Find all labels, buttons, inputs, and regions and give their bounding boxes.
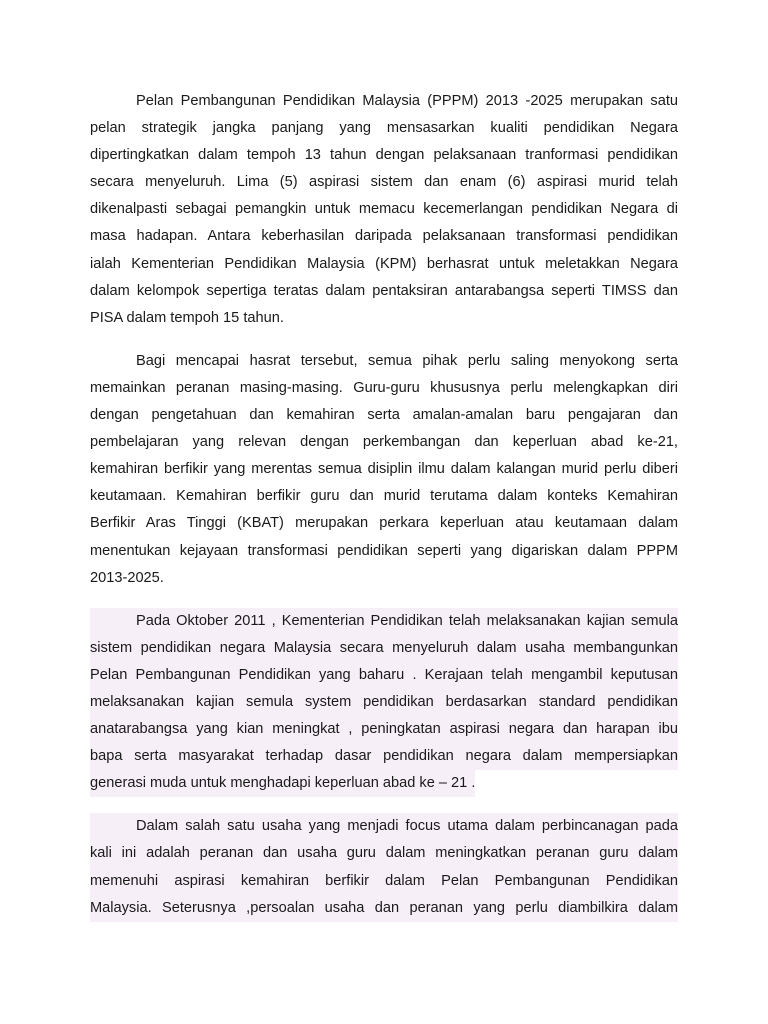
text-line: dipertingkatkan dalam tempoh 13 tahun dengan pelaksanaan tranformasi pendidikan <box>90 147 678 164</box>
text-line: Pelan Pembangunan Pendidikan yang baharu . Kerajaan telah mengambil keputusan <box>90 662 678 689</box>
text-line: Berfikir Aras Tinggi (KBAT) merupakan perkara keperluan atau keutamaan dalam <box>90 515 678 532</box>
paragraph-3-highlighted <box>90 608 678 798</box>
text-line: melaksanakan kajian semula system pendidikan berdasarkan standard pendidikan <box>90 689 678 716</box>
text-line: generasi muda untuk menghadapi keperluan abad ke – 21 . <box>90 770 475 797</box>
text-line: Pada Oktober 2011 , Kementerian Pendidikan telah melaksanakan kajian semula <box>90 608 678 635</box>
document-body <box>90 88 678 938</box>
text-line: sistem pendidikan negara Malaysia secara menyeluruh dalam usaha membangunkan <box>90 635 678 662</box>
text-line: masa hadapan. Antara keberhasilan daripada pelaksanaan transformasi pendidikan <box>90 228 678 245</box>
text-line: kali ini adalah peranan dan usaha guru dalam meningkatkan peranan guru dalam <box>90 840 678 867</box>
text-line: Bagi mencapai hasrat tersebut, semua pihak perlu saling menyokong serta <box>136 352 678 369</box>
text-line: dalam kelompok sepertiga teratas dalam pentaksiran antarabangsa seperti TIMSS dan <box>90 282 678 299</box>
text-line: kemahiran berfikir yang merentas semua disiplin ilmu dalam kalangan murid perlu diberi <box>90 461 678 478</box>
text-line: pembelajaran yang relevan dengan perkembangan dan keperluan abad ke-21, <box>90 434 678 451</box>
paragraph-4-highlighted <box>90 813 678 921</box>
text-line: dengan pengetahuan dan kemahiran serta amalan-amalan baru pengajaran dan <box>90 407 678 424</box>
text-line: PISA dalam tempoh 15 tahun. <box>90 309 284 326</box>
text-line: 2013-2025. <box>90 569 164 586</box>
text-line: keutamaan. Kemahiran berfikir guru dan murid terutama dalam konteks Kemahiran <box>90 488 678 505</box>
text-line: ialah Kementerian Pendidikan Malaysia (KPM) berhasrat untuk meletakkan Negara <box>90 255 678 272</box>
text-line: memainkan peranan masing-masing. Guru-guru khususnya perlu melengkapkan diri <box>90 379 678 396</box>
text-line: anatarabangsa yang kian meningkat , peningkatan aspirasi negara dan harapan ibu <box>90 716 678 743</box>
text-line: pelan strategik jangka panjang yang mensasarkan kualiti pendidikan Negara <box>90 120 678 137</box>
text-line: Dalam salah satu usaha yang menjadi focus utama dalam perbincanagan pada <box>90 813 678 840</box>
text-line: memenuhi aspirasi kemahiran berfikir dalam Pelan Pembangunan Pendidikan <box>90 868 678 895</box>
text-line: Pelan Pembangunan Pendidikan Malaysia (PPPM) 2013 -2025 merupakan satu <box>136 93 678 109</box>
text-line: dikenalpasti sebagai pemangkin untuk memacu kecemerlangan pendidikan Negara di <box>90 201 678 218</box>
paragraph-1 <box>90 88 678 332</box>
text-line: Malaysia. Seterusnya ,persoalan usaha dan peranan yang perlu diambilkira dalam <box>90 895 678 922</box>
text-line: secara menyeluruh. Lima (5) aspirasi sistem dan enam (6) aspirasi murid telah <box>90 174 678 191</box>
text-line: bapa serta masyarakat terhadap dasar pendidikan negara dalam mempersiapkan <box>90 743 678 770</box>
text-line: menentukan kejayaan transformasi pendidikan seperti yang digariskan dalam PPPM <box>90 542 678 559</box>
paragraph-2 <box>90 348 678 592</box>
